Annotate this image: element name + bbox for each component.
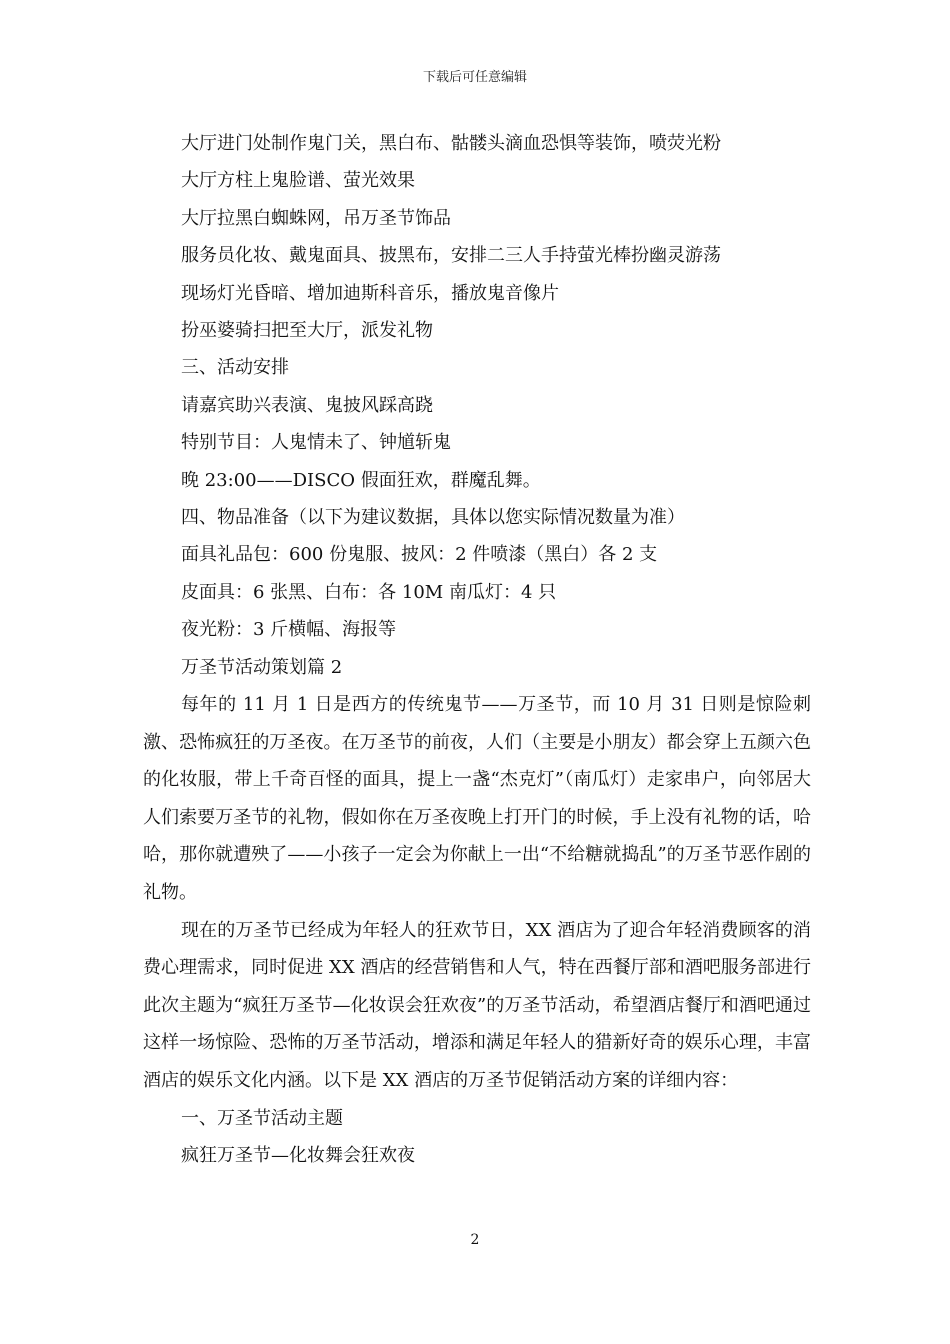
text-line: 夜光粉：3 斤横幅、海报等 — [181, 619, 397, 641]
text-line: 扮巫婆骑扫把至大厅，派发礼物 — [181, 320, 433, 342]
text-line: 请嘉宾助兴表演、鬼披风踩高跷 — [181, 394, 433, 416]
text-line: 面具礼品包：600 份鬼服、披风：2 件喷漆（黑白）各 2 支 — [181, 544, 658, 566]
text-line: 大厅进门处制作鬼门关，黑白布、骷髅头滴血恐惧等装饰，喷荧光粉 — [181, 133, 721, 154]
text-line: 现场灯光昏暗、增加迪斯科音乐，播放鬼音像片 — [181, 282, 559, 304]
text-line: 大厅方柱上鬼脸谱、萤光效果 — [181, 170, 415, 192]
page-number: 2 — [470, 1232, 480, 1248]
section-heading: 四、物品准备（以下为建议数据，具体以您实际情况数量为准） — [181, 507, 685, 529]
text-line: 服务员化妆、戴鬼面具、披黑布，安排二三人手持萤光棒扮幽灵游荡 — [181, 245, 721, 267]
page-header: 下载后可任意编辑 — [422, 70, 527, 85]
paragraph: 现在的万圣节已经成为年轻人的狂欢节日，XX 酒店为了迎合年轻消费顾客的消费心理需求，同时促进 XX 酒店的经营销售和人气，特在西餐厅部和酒吧服务部进行此次主题为“疯狂万圣节—化妆误会狂欢夜”的万圣节活动，希望酒店餐厅和酒吧通过这样一场惊险、恐怖的万圣节活动，增添和满足年轻人的猎新好奇的娱乐心理，丰富酒店的娱乐文化内涵。以下是 XX 酒店的万圣节促销活动方案的详细内容： — [143, 919, 811, 1092]
paragraph: 每年的 11 月 1 日是西方的传统鬼节——万圣节，而 10 月 31 日则是惊险刺激、恐怖疯狂的万圣夜。在万圣节的前夜，人们（主要是小朋友）都会穿上五颜六色的化妆服，带上千奇百怪的面具，提上一盏“杰克灯”（南瓜灯）走家串户，向邻居大人们索要万圣节的礼物，假如你在万圣夜晚上打开门的时候，手上没有礼物的话，哈哈，那你就遭殃了——小孩子一定会为你献上一出“不给糖就捣乱”的万圣节恶作剧的礼物。 — [143, 694, 811, 904]
text-line: 皮面具：6 张黑、白布：各 10M 南瓜灯：4 只 — [181, 581, 557, 603]
section-heading: 一、万圣节活动主题 — [181, 1107, 343, 1129]
article-title: 万圣节活动策划篇 2 — [181, 656, 343, 678]
text-line: 大厅拉黑白蜘蛛网，吊万圣节饰品 — [181, 207, 451, 229]
document-body — [143, 125, 811, 1174]
text-line: 晚 23:00——DISCO 假面狂欢，群魔乱舞。 — [181, 469, 541, 491]
text-line: 疯狂万圣节—化妆舞会狂欢夜 — [181, 1145, 415, 1167]
section-heading: 三、活动安排 — [181, 357, 289, 379]
text-line: 特别节目：人鬼情未了、钟馗斩鬼 — [181, 432, 451, 454]
